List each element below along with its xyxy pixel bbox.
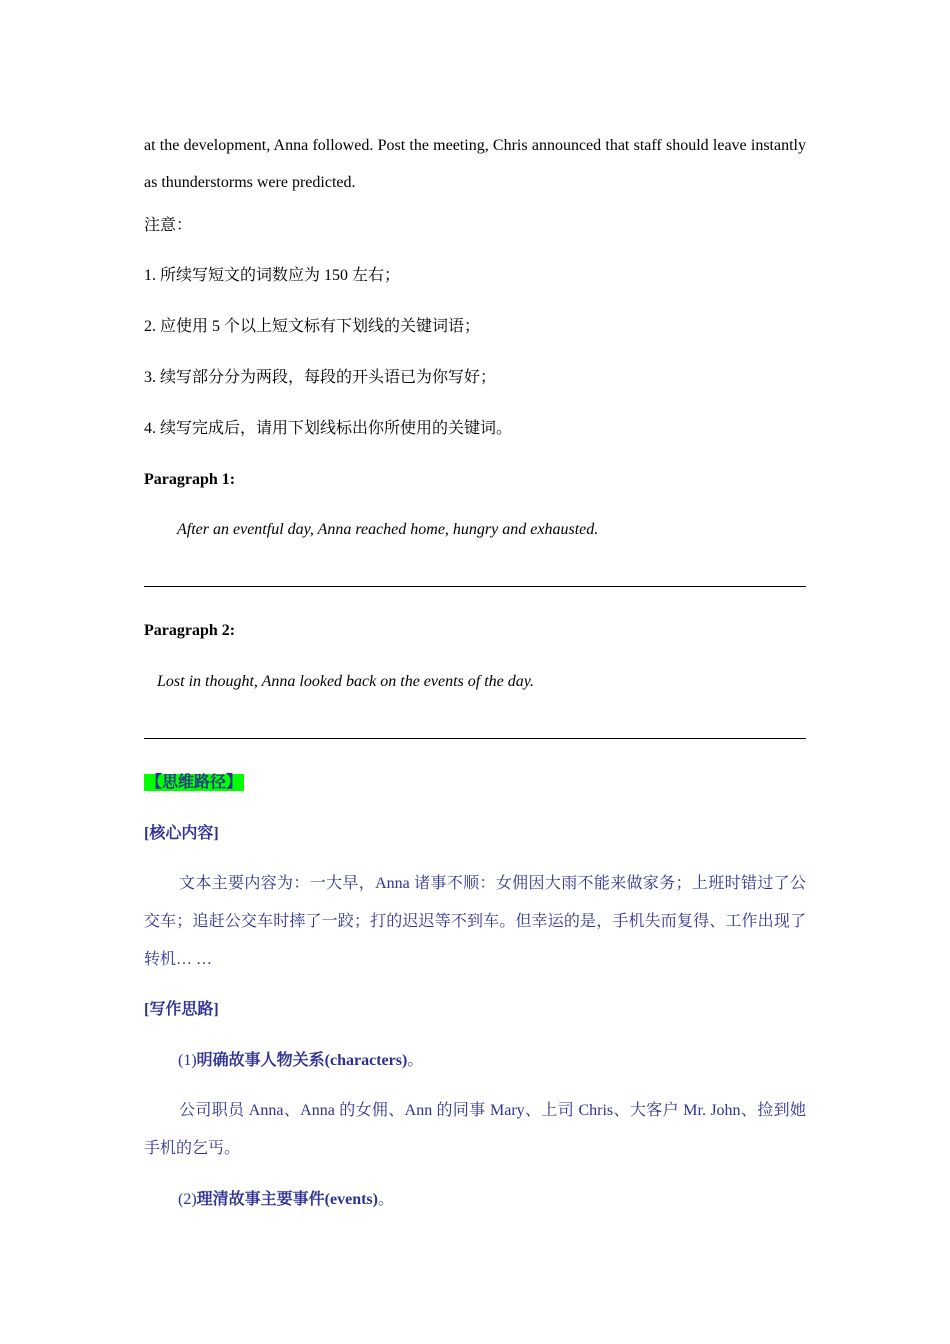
- paragraph2-opening: Lost in thought, Anna looked back on the events of the day.: [157, 673, 534, 690]
- step2-heading: [178, 1190, 806, 1210]
- step1-text: 公司职员 Anna、Anna 的女佣、Ann 的同事 Mary、上司 Chris、大客户 Mr. John、捡到她手机的乞丐。: [144, 1102, 806, 1157]
- notes-heading: 注意：: [144, 217, 193, 234]
- analysis-badge-row: [144, 773, 806, 793]
- step1-heading: [178, 1051, 806, 1071]
- step2-number: (2): [178, 1191, 197, 1208]
- paragraph1-label: Paragraph 1:: [144, 471, 236, 488]
- analysis-badge: 【思维路径】: [146, 774, 243, 791]
- step1-end: 。: [407, 1052, 424, 1069]
- notes-item-1: 1. 所续写短文的词数应为 150 左右；: [144, 267, 401, 284]
- core-text: 文本主要内容为：一大早，Anna 诸事不顺：女佣因大雨不能来做家务；上班时错过了公交车；追赶公交车时摔了一跤；打的迟迟等不到车。但幸运的是，手机失而复得、工作出现了转机… …: [144, 875, 806, 968]
- notes-item-3: 3. 续写部分分为两段，每段的开头语已为你写好；: [144, 369, 497, 386]
- step2-title: 理清故事主要事件(events): [196, 1191, 378, 1208]
- paragraph2-label: Paragraph 2:: [144, 622, 236, 639]
- writing-heading: [写作思路]: [144, 1001, 219, 1018]
- step1-number: (1): [178, 1052, 197, 1069]
- notes-item-2: 2. 应使用 5 个以上短文标有下划线的关键词语；: [144, 318, 481, 335]
- answer-line-2: [144, 738, 806, 739]
- answer-line-1: [144, 586, 806, 587]
- step1-title: 明确故事人物关系(characters): [196, 1052, 408, 1069]
- step2-end: 。: [377, 1191, 394, 1208]
- notes-item-4: 4. 续写完成后，请用下划线标出你所使用的关键词。: [144, 420, 513, 437]
- paragraph1-opening: After an eventful day, Anna reached home, hungry and exhausted.: [177, 521, 599, 538]
- core-heading: [核心内容]: [144, 825, 219, 842]
- intro-paragraph: at the development, Anna followed. Post the meeting, Chris announced that staff should leave instantly as thunderstorms were predicted.: [144, 137, 806, 191]
